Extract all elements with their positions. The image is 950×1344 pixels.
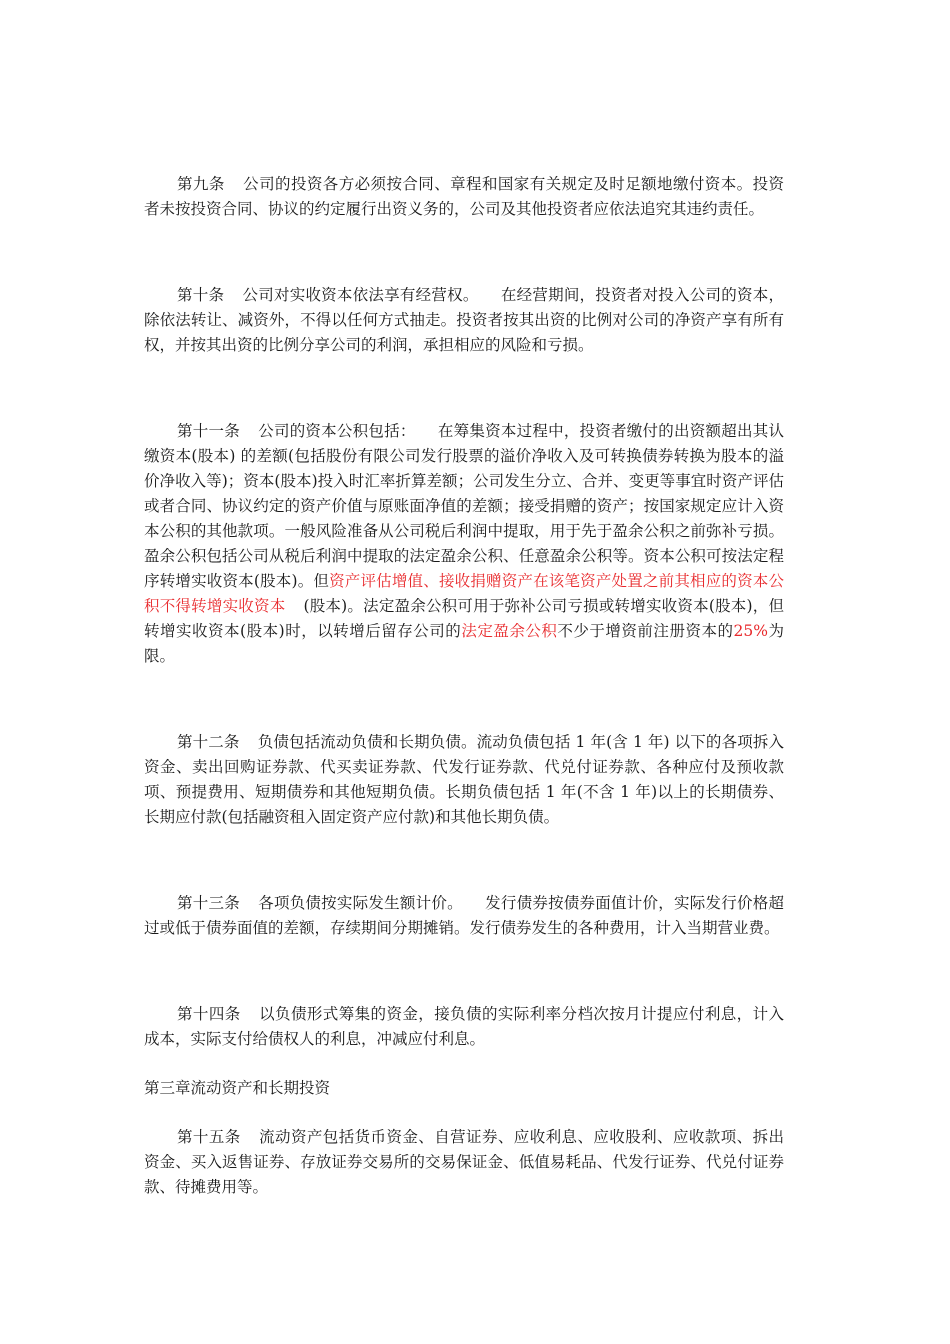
article-10	[144, 283, 784, 358]
article-11-text-a: 公司的资本公积包括：	[257, 422, 416, 440]
article-14-label: 第十四条	[177, 1005, 241, 1023]
article-11-text-c: (股本)。法定盈余公积可用于弥补公司亏损或转增实收资本(股本)，但转增实收资本(股本)时，以转增后留存公司的	[144, 597, 784, 640]
article-13	[144, 891, 784, 941]
article-13-label: 第十三条	[177, 894, 240, 912]
article-11-text-d: 不少于增资前注册资本的	[557, 622, 734, 640]
article-11-text-b: 在筹集资本过程中，投资者缴付的出资额超出其认缴资本(股本) 的差额(包括股份有限公司发行股票的溢价净收入及可转换债券转换为股本的溢价净收入等)；资本(股本)投入时汇率折算差额；公司发生分立、合并、变更等事宜时资产评估或者合同、协议约定的资产价值与原账面净值的差额；接受捐赠的资产；按国家规定应计入资本公积的其他款项。一般风险准备从公司税后利润中提取，用于先于盈余公积之前弥补亏损。盈余公积包括公司从税后利润中提取的法定盈余公积、任意盈余公积等。资本公积可按法定程序转增实收资本(股本)。但	[144, 422, 784, 590]
article-11-highlight-1: 资产评估增值、接收捐赠资产在该笔资产处置之前其相应的资本公积不得转增实收资本	[144, 572, 784, 615]
article-12-label: 第十二条	[177, 733, 240, 751]
article-11-highlight-2: 法定盈余公积	[461, 622, 558, 640]
article-9-text: 公司的投资各方必须按合同、章程和国家有关规定及时足额地缴付资本。投资者未按投资合同、协议的约定履行出资义务的，公司及其他投资者应依法追究其违约责任。	[144, 175, 784, 218]
document-page	[144, 172, 784, 1200]
article-15	[144, 1125, 784, 1200]
article-10-text-a: 公司对实收资本依法享有经营权。	[242, 286, 479, 304]
article-14-text: 以负债形式筹集的资金，接负债的实际利率分档次按月计提应付利息，计入成本，实际支付给债权人的利息，冲减应付利息。	[144, 1005, 784, 1048]
article-13-text-a: 各项负债按实际发生额计价。	[257, 894, 463, 912]
article-11-highlight-3: 25%	[733, 622, 768, 640]
article-12	[144, 730, 784, 830]
article-9	[144, 172, 784, 222]
article-11-label: 第十一条	[177, 422, 240, 440]
article-11	[144, 419, 784, 669]
article-10-label: 第十条	[177, 286, 225, 304]
chapter-label: 第三章	[144, 1079, 191, 1097]
article-10-text-b: 在经营期间，投资者对投入公司的资本，除依法转让、减资外，不得以任何方式抽走。投资者按其出资的比例对公司的净资产享有所有权，并按其出资的比例分享公司的利润，承担相应的风险和亏损。	[144, 286, 784, 354]
chapter-title: 流动资产和长期投资	[190, 1079, 331, 1097]
article-13-text-b: 发行债券按债券面值计价，实际发行价格超过或低于债券面值的差额，存续期间分期摊销。发行债券发生的各种费用，计入当期营业费。	[144, 894, 784, 937]
article-14	[144, 1002, 784, 1052]
article-9-label: 第九条	[177, 175, 225, 193]
article-11-text-e: 为限。	[144, 622, 784, 665]
chapter-heading	[144, 1076, 784, 1101]
article-15-label: 第十五条	[177, 1128, 241, 1146]
article-15-text: 流动资产包括货币资金、自营证券、应收利息、应收股利、应收款项、拆出资金、买入返售证券、存放证券交易所的交易保证金、低值易耗品、代发行证券、代兑付证券款、待摊费用等。	[144, 1128, 784, 1196]
article-12-text: 负债包括流动负债和长期负债。流动负债包括 1 年(含 1 年) 以下的各项拆入资金、卖出回购证券款、代买卖证券款、代发行证券款、代兑付证券款、各种应付及预收款项、预提费用、短期债券和其他短期负债。长期负债包括 1 年(不含 1 年)以上的长期债券、长期应付款(包括融资租入固定资产应付款)和其他长期负债。	[144, 733, 784, 826]
